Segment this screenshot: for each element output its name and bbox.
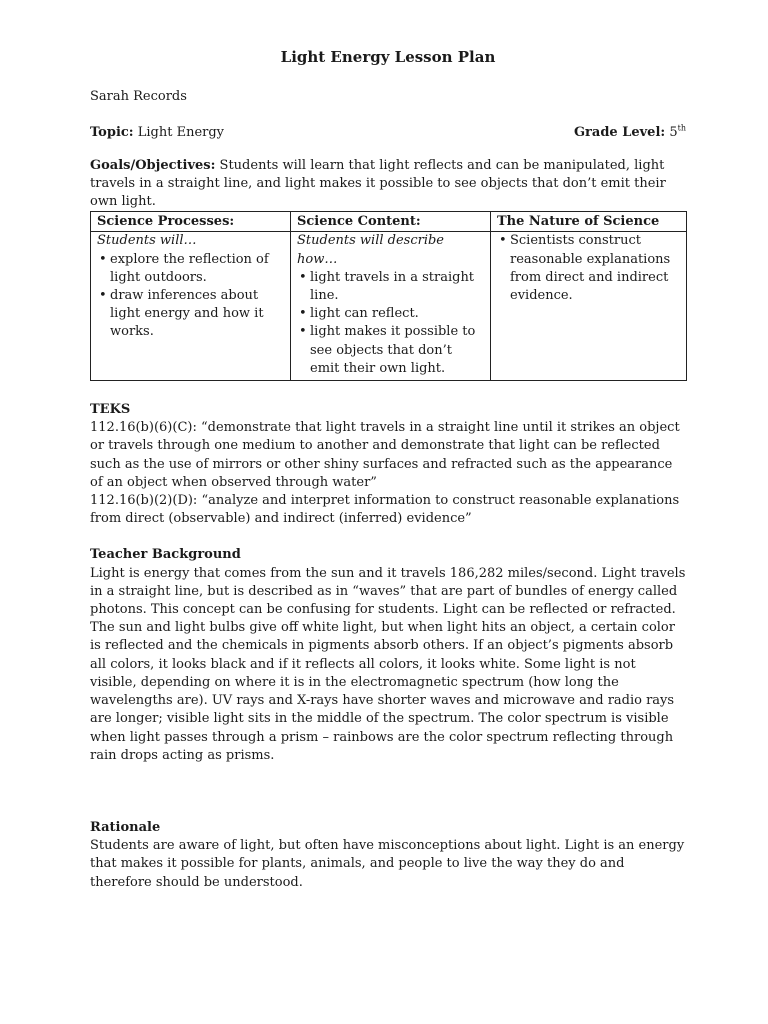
processes-intro: Students will… — [97, 233, 197, 249]
teacher-background-title: Teacher Background — [90, 547, 241, 563]
science-table-header-row — [91, 212, 687, 232]
author-name: Sarah Records — [90, 89, 187, 105]
header-science-content: Science Content: — [291, 212, 491, 232]
grade-field — [574, 124, 686, 142]
teks-item — [90, 419, 686, 492]
document-content — [90, 48, 686, 892]
document-title: Light Energy Lesson Plan — [280, 48, 496, 66]
header-science-processes: Science Processes: — [91, 212, 291, 232]
content-intro: Students will describe how… — [297, 233, 445, 267]
science-table — [90, 211, 687, 381]
grade-suffix: th — [677, 124, 686, 134]
topic-field — [90, 124, 224, 142]
teks-code: 112.16(b)(2)(D): — [90, 493, 198, 509]
cell-science-processes — [91, 232, 291, 381]
cell-science-content — [291, 232, 491, 381]
teacher-background-text: Light is energy that comes from the sun and it travels 186,282 miles/second. Light travels in a straight line, but is described as in “waves” that are part of bundles of energy called photons. This concept can be confusing for students. Light can be reflected or refracted. The sun and light bulbs give off white light, but when light hits an object, a certain color is reflected and the chemicals in pigments absorb others. If an object’s pigments absorb all colors, it looks black and if it reflects all colors, it looks white. Some light is not visible, depending on where it is in the electromagnetic spectrum (how long the wavelengths are). UV rays and X-rays have shorter waves and microwave and radio rays are longer; visible light sits in the middle of the spectrum. The color spectrum is visible when light passes through a prism – rainbows are the color spectrum reflecting through rain drops acting as prisms. — [90, 565, 686, 763]
teacher-background-section — [90, 546, 686, 764]
goals-paragraph — [90, 157, 686, 212]
teks-text: “analyze and interpret information to construct reasonable explanations from direct (observable) and indirect (inferred) evidence” — [90, 493, 680, 527]
grade-value: 5 — [669, 125, 678, 141]
rationale-text: Students are aware of light, but often have misconceptions about light. Light is an energy that makes it possible for plants, animals, and people to live the way they do and therefore should be understood. — [90, 838, 685, 890]
list-item: • light can reflect. — [297, 305, 485, 323]
rationale-section — [90, 819, 686, 892]
list-item: • explore the reflection of light outdoors. — [97, 251, 285, 287]
topic-grade-row — [90, 124, 686, 142]
goals-label: Goals/Objectives: — [90, 157, 216, 173]
topic-value: Light Energy — [137, 125, 225, 141]
topic-label: Topic: — [90, 125, 134, 141]
teks-text: “demonstrate that light travels in a straight line until it strikes an object or travels through one medium to another and demonstrate that light can be reflected such as the use of mirrors or other shiny surfaces and refracted such as the appearance of an object when observed through water” — [90, 420, 680, 490]
grade-label: Grade Level: — [573, 125, 666, 141]
teks-title: TEKS — [90, 402, 131, 418]
nature-list — [497, 232, 681, 305]
science-table-body-row — [91, 232, 687, 381]
header-nature-of-science: The Nature of Science — [491, 212, 687, 232]
list-item: • draw inferences about light energy and how it works. — [97, 287, 285, 342]
list-item: • Scientists construct reasonable explanations from direct and indirect evidence. — [497, 232, 681, 305]
list-item: • light makes it possible to see objects that don’t emit their own light. — [297, 323, 485, 378]
teks-code: 112.16(b)(6)(C): — [90, 420, 197, 436]
content-list — [297, 269, 485, 378]
goals-text: Students will learn that light reflects and can be manipulated, light travels in a straight line, and light makes it possible to see objects that don’t emit their own light. — [90, 157, 666, 210]
teks-section — [90, 401, 686, 528]
rationale-title: Rationale — [90, 819, 161, 835]
cell-nature-of-science — [491, 232, 687, 381]
processes-list — [97, 251, 285, 342]
list-item: • light travels in a straight line. — [297, 269, 485, 305]
teks-item — [90, 492, 686, 528]
